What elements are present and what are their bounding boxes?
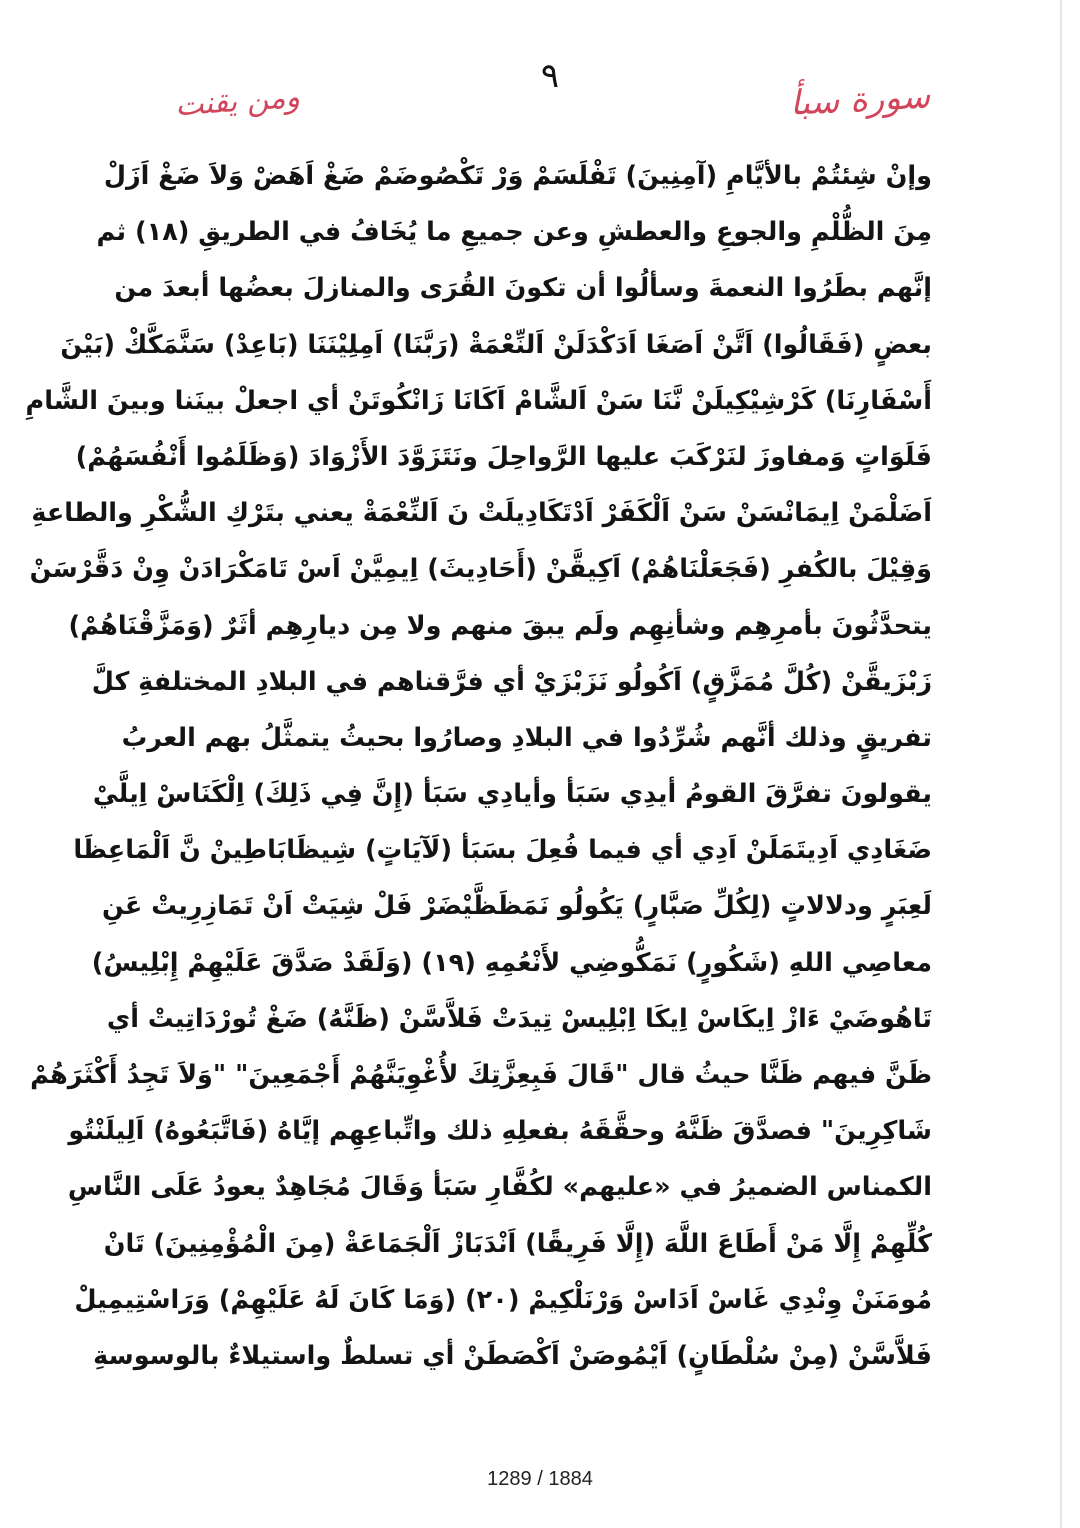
surah-title-handwritten: سورة سبأ xyxy=(788,76,931,124)
text-line: يتحدَّثُونَ بأمرِهِم وشأنِهِم ولَم يبقَ منهم ولا مِن ديارِهِم أثَرٌ (وَمَزَّقْنَاهُمْ) xyxy=(68,610,932,641)
text-line: شَاكِرِينَ" فصدَّقَ ظَنَّهُ وحقَّقَهُ بفعلِهِ ذلك واتِّباعِهِم إيَّاهُ (فَاتَّبَعُوهُ) اَلِيلَنْتُو xyxy=(68,1116,932,1147)
text-line: مِنَ الظُّلْمِ والجوعِ والعطشِ وعن جميعِ ما يُخَافُ في الطريقِ (١٨) ثم xyxy=(96,217,932,248)
text-line: إنَّهم بطَرُوا النعمةَ وسألُوا أن تكونَ القُرَى والمنازلَ بعضُها أبعدَ من xyxy=(114,273,932,304)
text-line: فَلاَّسَّنْ (مِنْ سُلْطَانٍ) اَيْمُوصَنْ اَكْصَطَنْ أي تسلطٌ واستيلاءٌ بالوسوسةِ xyxy=(93,1340,932,1371)
page-number: ٩ xyxy=(540,56,560,96)
text-line: زَبْزَيقَّنْ (كُلَّ مُمَزَّقٍ) اَكُولُو نَزَبْزَيْ أي فرَّقناهم في البلادِ المختلفةِ كلَّ xyxy=(91,666,932,697)
text-line: فَلَوَاتٍ وَمفاوزَ لنَرْكَبَ عليها الرَّواحِلَ ونَتَزَوَّدَ الأَزْوَادَ (وَظَلَمُوا أَنْفُسَهُمْ) xyxy=(75,441,932,472)
text-line: ظَنَّ فيهم ظَنَّا حيثُ قال "قَالَ فَبِعِزَّتِكَ لأُغْوِيَنَّهُمْ أَجْمَعِينَ" "وَلاَ تَجِدُ أَكْثَرَهُمْ xyxy=(30,1060,932,1090)
text-line: يقولونَ تفرَّقَ القومُ أيدِي سَبَأ وأيادِي سَبَأ (إِنَّ فِي ذَلِكَ) اِلْكَنَاسْ اِيلَّيْ xyxy=(92,779,932,810)
page-indicator: 1289 / 1884 xyxy=(487,1468,593,1490)
text-line: مُومَنَنْ وِنْدِي غَاسْ اَدَاسْ وَرْنَلْكِيمْ (٢٠) (وَمَا كَانَ لَهُ عَلَيْهِمْ) وَرَاسْتِيمِيلْ xyxy=(74,1284,932,1315)
text-line: بعضٍ (فَقَالُوا) اَتَّنْ اَصَغَا اَدَكْدَلَنْ اَلنِّعْمَةْ (رَبَّنَا) اَمِلِيْنَنَا (بَاعِدْ) سَنَّمَكَّكْ (بَيْنَ xyxy=(60,329,932,360)
text-line: معاصِي اللهِ (شَكُورٍ) نَمَكُّوضِي لأَنْعُمِهِ (١٩) (وَلَقَدْ صَدَّقَ عَلَيْهِمْ إِبْلِيسُ) xyxy=(91,947,932,978)
text-line: كُلِّهِمْ إِلَّا مَنْ أَطَاعَ اللَّهَ (إِلَّا فَرِيقًا) اَنْدَبَازْ اَلْجَمَاعَةْ (مِنَ الْمُؤْمِنِينَ) تَانْ xyxy=(103,1228,932,1259)
text-line: لَعِبَرٍ ودلالاتٍ (لِكُلِّ صَبَّارٍ) يَكُولُو نَمَظَظَّيْضَرْ فَلْ شِيَتْ اَنْ تَمَازِرِيتْ عَنِ xyxy=(101,891,932,922)
page-edge-shadow xyxy=(1060,0,1062,1528)
tafsir-body xyxy=(25,148,932,1384)
text-line: ضَغَادِي اَدِيتَمَلَنْ اَدِي أي فيما فُعِلَ بسَبَأ (لَآيَاتٍ) شِيظَابَاطِينْ نَّ اَلْمَاعِظَا xyxy=(73,835,932,866)
text-line: تَاهُوضَيْ ءَازْ اِيكَاسْ اِيكَا اِبْلِيسْ تِيدَتْ فَلاَّسَّنْ (ظَنَّهُ) ضَغْ تُورْدَاتِيتْ أي xyxy=(106,1003,932,1034)
text-line: تفريقٍ وذلك أنَّهم شُرِّدُوا في البلادِ وصارُوا بحيثُ يتمثَّلُ بهم العربُ xyxy=(121,722,932,753)
section-label-handwritten: ومن يقنت xyxy=(173,79,302,124)
text-line: الكمناس الضميرُ في «عليهم» لكُفَّارِ سَبَأ وَقَالَ مُجَاهِدٌ يعودُ عَلَى النَّاسِ xyxy=(67,1172,932,1203)
text-line: اَضَلْمَنْ اِيمَانْسَنْ سَنْ اَلْكَفَرْ اَدْتَكَادِيلَتْ نَ اَلنِّعْمَةْ يعني بتَرْكِ الشُّكْرِ والطاعةِ xyxy=(31,498,932,529)
text-line: وَقِيْلَ بالكُفرِ (فَجَعَلْنَاهُمْ) اَكِيقَّنْ (أَحَادِيثَ) اِيمِيَّنْ اَسْ تَامَكْرَادَنْ وِنْ دَقَّرْسَنْ xyxy=(29,554,932,585)
text-line: وإنْ شِئتُمْ بالأيَّامِ (آمِنِينَ) تَفْلَسَمْ وَرْ تَكْصُوضَمْ ضَغْ اَهَضْ وَلاَ ضَغْ اَزَلْ xyxy=(103,161,932,191)
text-line: أَسْفَارِنَا) كَرْشِيْكِيلَنْ نَّنَا سَنْ اَلشَّامْ اَكَانَا زَانْكُوتَنْ أي اجعلْ بينَنا وبينَ الشَّامِ xyxy=(25,385,932,416)
